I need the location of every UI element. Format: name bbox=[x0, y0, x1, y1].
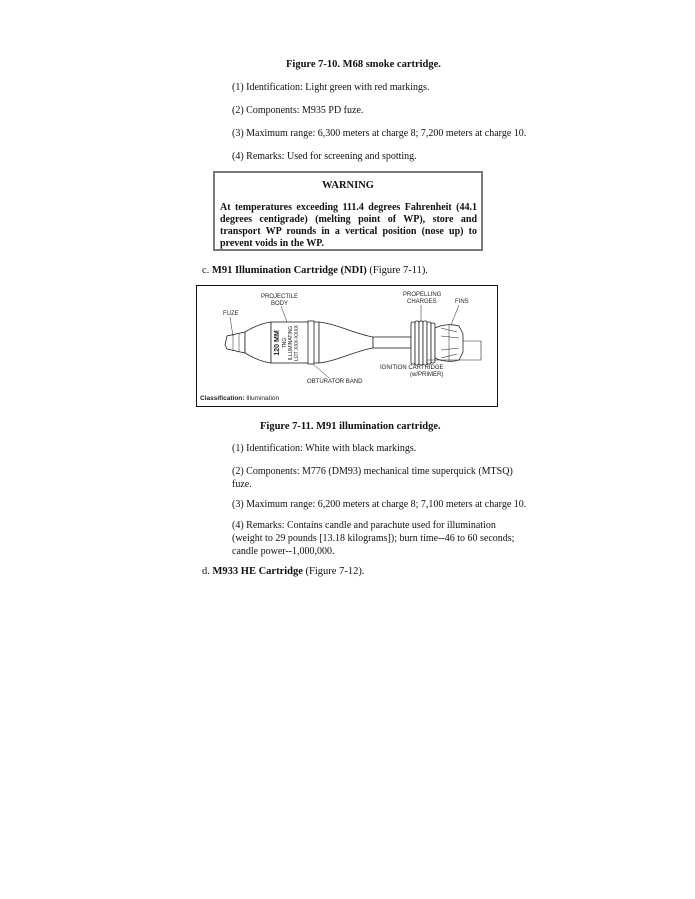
label-fuze: FUZE bbox=[223, 311, 239, 317]
boattail-shape bbox=[319, 322, 373, 363]
m68-components: (2) Components: M935 PD fuze. bbox=[232, 105, 364, 116]
label-body: BODY bbox=[271, 301, 289, 307]
label-charges: CHARGES bbox=[407, 299, 437, 305]
figure-7-11-illustration bbox=[196, 285, 498, 407]
tail-boom-shape bbox=[373, 337, 411, 348]
section-c-title: M91 Illumination Cartridge (NDI) bbox=[211, 265, 367, 276]
label-propelling: PROPELLING bbox=[403, 292, 442, 298]
body-marking-line2: TNG bbox=[282, 337, 288, 349]
obturator-band-shape bbox=[308, 321, 314, 364]
m68-max-range: (3) Maximum range: 6,300 meters at charge 8; 7,200 meters at charge 10. bbox=[232, 128, 527, 139]
m91-max-range: (3) Maximum range: 6,200 meters at charge 8; 7,100 meters at charge 10. bbox=[232, 499, 527, 510]
leader-fuze bbox=[230, 317, 233, 336]
figure-7-10-caption: Figure 7-10. M68 smoke cartridge. bbox=[286, 59, 441, 70]
section-c-heading bbox=[202, 264, 428, 277]
section-c-prefix: c. bbox=[202, 265, 212, 276]
fuze-shape bbox=[225, 332, 245, 353]
warning-title: WARNING bbox=[322, 180, 374, 191]
m68-identification: (1) Identification: Light green with red markings. bbox=[232, 82, 430, 93]
leader-projectile bbox=[281, 306, 287, 322]
leader-fins bbox=[451, 305, 459, 325]
warning-box bbox=[213, 171, 483, 251]
label-obturator: OBTURATOR BAND bbox=[307, 379, 363, 385]
propelling-charge-ring bbox=[411, 322, 415, 364]
classification-value: Illumination bbox=[246, 395, 280, 402]
figure-7-11-caption: Figure 7-11. M91 illumination cartridge. bbox=[260, 421, 441, 432]
ogive-shape bbox=[245, 322, 271, 363]
section-d-ref: (Figure 7-12). bbox=[302, 566, 365, 577]
classification-label: Classification: bbox=[200, 395, 245, 402]
m68-remarks: (4) Remarks: Used for screening and spotting. bbox=[232, 151, 417, 162]
m91-components: (2) Components: M776 (DM93) mechanical time superquick (MTSQ) fuze. bbox=[232, 466, 513, 490]
classification-note bbox=[200, 395, 279, 402]
propelling-charge-ring bbox=[431, 323, 435, 363]
propelling-charge-ring bbox=[427, 322, 431, 364]
section-d-heading bbox=[202, 565, 364, 578]
label-fins: FINS bbox=[455, 299, 469, 305]
propelling-charge-ring bbox=[423, 321, 427, 365]
section-d-title: M933 HE Cartridge bbox=[212, 566, 303, 577]
section-d-prefix: d. bbox=[202, 566, 213, 577]
leader-obturator bbox=[313, 364, 329, 378]
body-marking-line1: 120 MM bbox=[274, 330, 281, 356]
label-primer: (w/PRIMER) bbox=[410, 372, 444, 378]
propelling-charge-ring bbox=[419, 321, 423, 365]
section-c-ref: (Figure 7-11). bbox=[366, 265, 428, 276]
body-marking-line4: LOT XXX-XXXX bbox=[294, 324, 300, 362]
m91-cartridge-drawing bbox=[197, 286, 497, 406]
m91-remarks: (4) Remarks: Contains candle and parachute used for illumination (weight to 29 pounds [13.18 kilograms]); burn time--46 to 60 seconds; candle power--1,000,000. bbox=[232, 520, 515, 557]
label-ignition: IGNITION CARTRIDGE bbox=[380, 365, 444, 371]
label-projectile: PROJECTILE bbox=[261, 294, 299, 300]
body-marking-line3: ILLUMINATING bbox=[288, 325, 294, 361]
warning-text: At temperatures exceeding 111.4 degrees Fahrenheit (44.1 degrees centigrade) (melting point of WP), store and transport WP rounds in a vertical position (nose up) to prevent voids in the WP. bbox=[220, 202, 477, 249]
propelling-charge-ring bbox=[415, 321, 419, 365]
m91-identification: (1) Identification: White with black markings. bbox=[232, 443, 417, 454]
